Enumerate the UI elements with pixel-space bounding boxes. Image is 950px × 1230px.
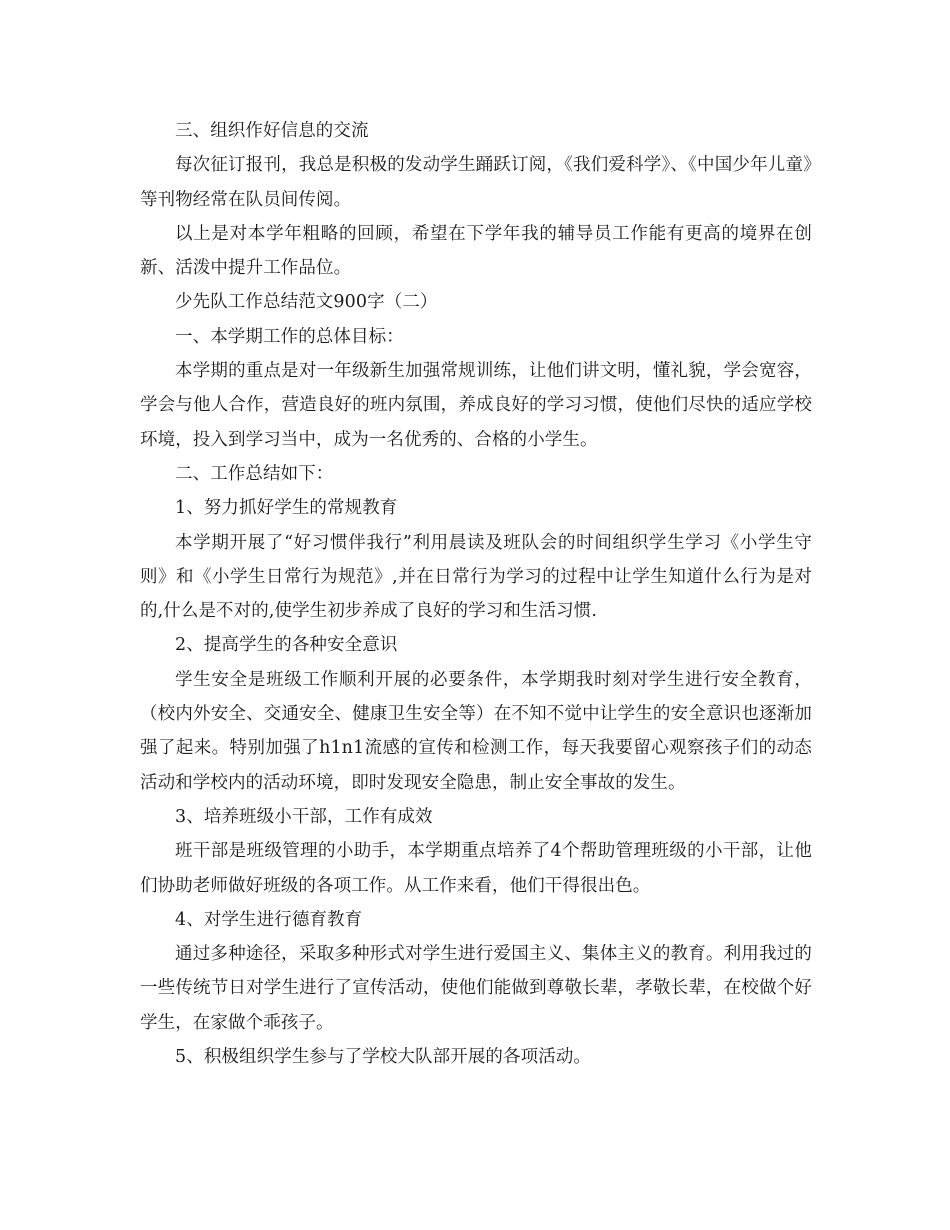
paragraph-class-leaders: 班干部是班级管理的小助手，本学期重点培养了4个帮助管理班级的小干部，让他们协助老师做好班级的各项工作。从工作来看，他们干得很出色。 bbox=[140, 841, 812, 896]
section-heading-goals: 一、本学期工作的总体目标： bbox=[175, 326, 404, 347]
paragraph-routine-education: 本学期开展了“好习惯伴我行”利用晨读及班队会的时间组织学生学习《小学生守则》和《小学生日常行为规范》,并在日常行为学习的过程中让学生知道什么行为是对的,什么是不对的,使学生初步养成了良好的学习和生活习惯. bbox=[140, 532, 812, 622]
item-heading-class-leaders: 3、培养班级小干部，工作有成效 bbox=[175, 806, 433, 827]
item-heading-activities: 5、积极组织学生参与了学校大队部开展的各项活动。 bbox=[175, 1047, 592, 1068]
paragraph-goals: 本学期的重点是对一年级新生加强常规训练，让他们讲文明，懂礼貌，学会宽容，学会与他人合作，营造良好的班内氛围，养成良好的学习习惯，使他们尽快的适应学校环境，投入到学习当中，成为一名优秀的、合格的小学生。 bbox=[140, 361, 812, 450]
item-heading-routine-education: 1、努力抓好学生的常规教育 bbox=[175, 498, 398, 519]
item-heading-safety: 2、提高学生的各种安全意识 bbox=[175, 635, 398, 656]
paragraph-subscriptions: 每次征订报刊，我总是积极的发动学生踊跃订阅，《我们爱科学》、《中国少年儿童》等刊物经常在队员间传阅。 bbox=[140, 155, 812, 210]
section-heading-summary: 二、工作总结如下： bbox=[175, 463, 334, 484]
paragraph-moral-education: 通过多种途径，采取多种形式对学生进行爱国主义、集体主义的教育。利用我过的一些传统节日对学生进行了宣传活动，使他们能做到尊敬长辈，孝敬长辈，在校做个好学生，在家做个乖孩子。 bbox=[140, 944, 812, 1033]
section-heading-info-exchange: 三、组织作好信息的交流 bbox=[175, 121, 369, 141]
paragraph-review: 以上是对本学年粗略的回顾，希望在下学年我的辅导员工作能有更高的境界在创新、活泼中提升工作品位。 bbox=[140, 223, 812, 279]
document-title-part-two: 少先队工作总结范文900字（二） bbox=[175, 292, 438, 313]
document-body bbox=[140, 114, 812, 1074]
paragraph-safety: 学生安全是班级工作顺利开展的必要条件，本学期我时刻对学生进行安全教育，（校内外安全、交通安全、健康卫生安全等）在不知不觉中让学生的安全意识也逐渐加强了起来。特别加强了h1n1流感的宣传和检测工作，每天我要留心观察孩子们的动态活动和学校内的活动环境，即时发现安全隐患，制止安全事故的发生。 bbox=[140, 669, 812, 793]
item-heading-moral-education: 4、对学生进行德育教育 bbox=[175, 909, 363, 930]
